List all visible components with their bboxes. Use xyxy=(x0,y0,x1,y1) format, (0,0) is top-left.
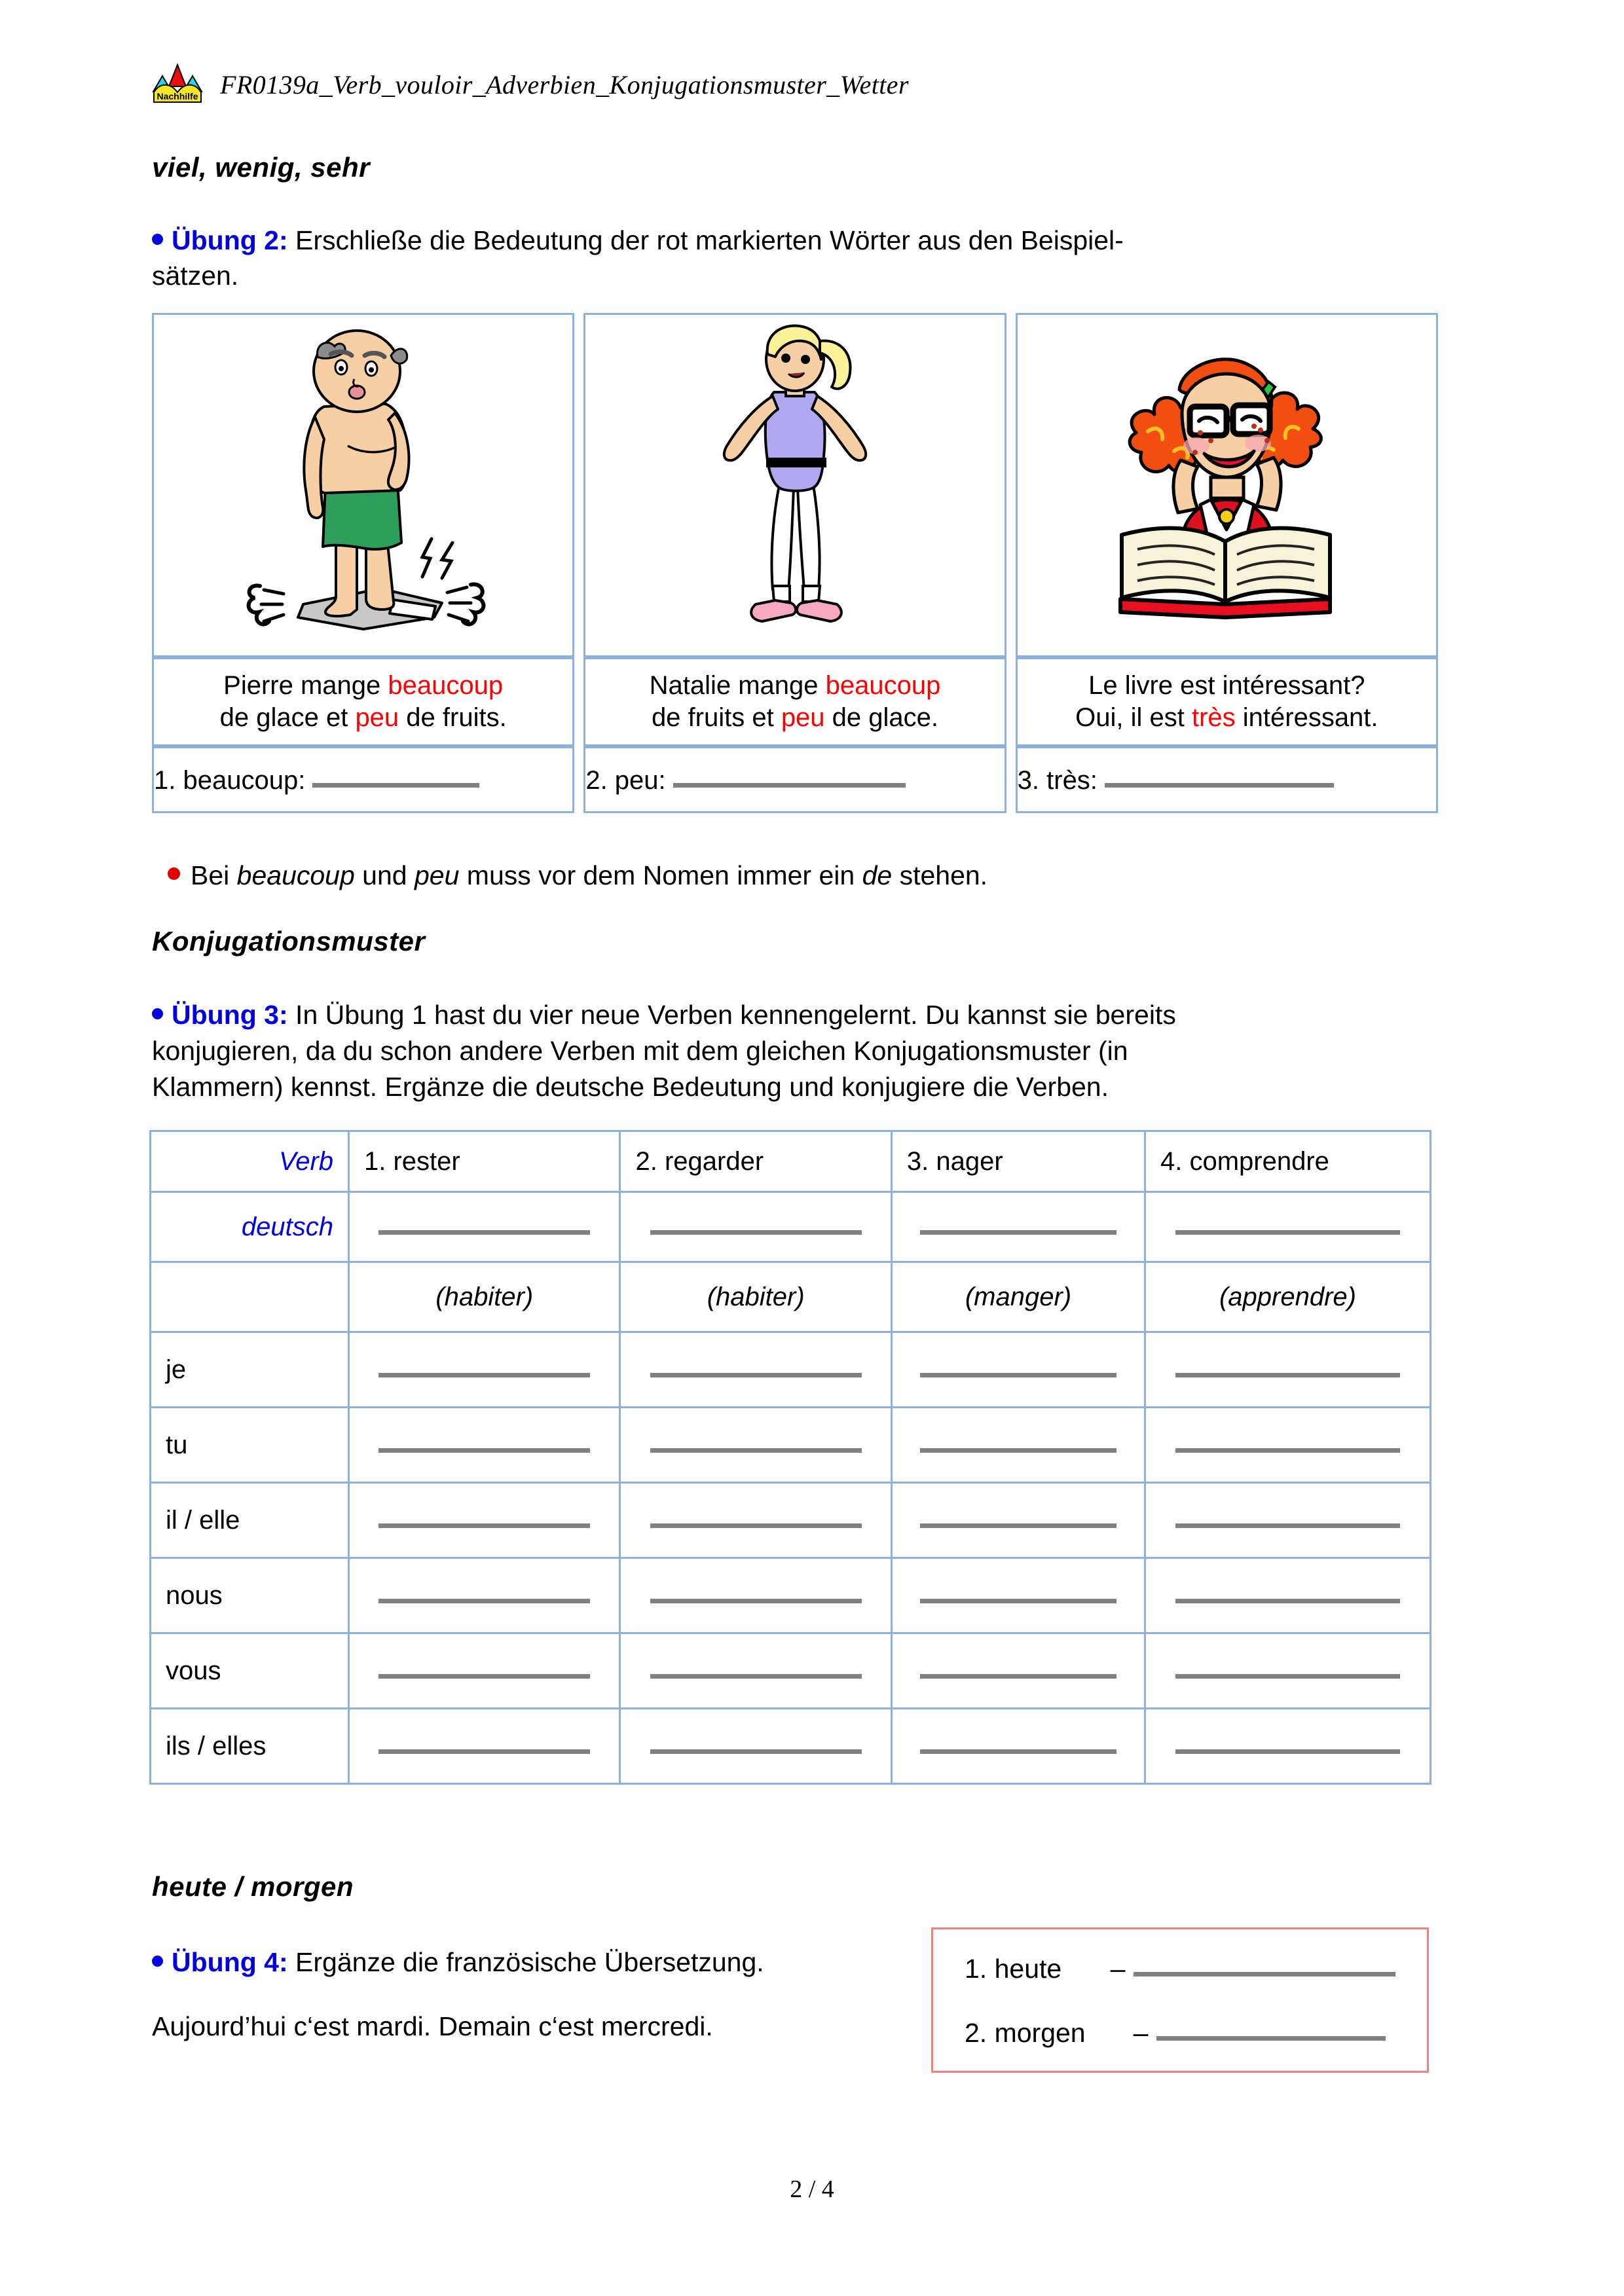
exercise-3-line2: konjugieren, da du schon andere Verben mit dem gleichen Konjugationsmuster (in xyxy=(152,1036,1128,1066)
bullet-icon xyxy=(152,1956,163,1967)
blank-line[interactable] xyxy=(378,1580,590,1603)
blank-line[interactable] xyxy=(650,1505,862,1528)
caption-1-highlight-1: beaucoup xyxy=(388,671,504,701)
exercise-2-label: Übung 2: xyxy=(172,225,288,255)
conj-blank-tu-1[interactable] xyxy=(349,1408,620,1483)
table-row xyxy=(151,1483,1431,1558)
translation-label-morgen: 2. morgen xyxy=(965,2017,1086,2048)
blank-line[interactable] xyxy=(1175,1505,1399,1528)
caption-2-line2-pre: de fruits et xyxy=(651,703,781,732)
deutsch-blank-1[interactable] xyxy=(349,1192,620,1262)
answer-cell-1[interactable] xyxy=(152,746,574,813)
translation-dash-1: – xyxy=(1110,1953,1126,1984)
conj-blank-ilelle-1[interactable] xyxy=(349,1483,620,1558)
conj-blank-tu-2[interactable] xyxy=(620,1408,891,1483)
conj-blank-je-4[interactable] xyxy=(1145,1332,1431,1408)
answer-cell-3[interactable] xyxy=(1016,746,1438,813)
girl-reading-book-illustration xyxy=(1018,321,1436,649)
conj-blank-ilelle-2[interactable] xyxy=(620,1483,891,1558)
caption-3-line2-pre: Oui, il est xyxy=(1075,703,1192,732)
pattern-1: (habiter) xyxy=(349,1262,620,1332)
note-part-1: Bei xyxy=(191,860,237,890)
exercise-3-label: Übung 3: xyxy=(172,1000,288,1030)
blank-line[interactable] xyxy=(1175,1580,1399,1603)
blank-line[interactable] xyxy=(920,1212,1116,1235)
pronoun-nous: nous xyxy=(151,1558,349,1633)
table-row-deutsch xyxy=(151,1192,1431,1262)
conj-blank-nous-3[interactable] xyxy=(891,1558,1145,1633)
blank-line[interactable] xyxy=(650,1731,862,1754)
picture-cell-3 xyxy=(1016,313,1438,657)
exercise-2-text: Erschließe die Bedeutung der rot markierten Wörter aus den Beispiel- xyxy=(295,225,1124,255)
conj-blank-nous-4[interactable] xyxy=(1145,1558,1431,1633)
pronoun-il-elle: il / elle xyxy=(151,1483,349,1558)
conj-blank-je-3[interactable] xyxy=(891,1332,1145,1408)
exercise-2-text-line2: sätzen. xyxy=(152,261,239,291)
picture-cell-1 xyxy=(152,313,574,657)
pattern-4: (apprendre) xyxy=(1145,1262,1431,1332)
blank-line[interactable] xyxy=(378,1212,590,1235)
caption-3-highlight-2: très xyxy=(1191,703,1236,732)
note-part-2: und xyxy=(354,860,415,890)
answer-cell-2[interactable] xyxy=(583,746,1006,813)
verb-header-3: 3. nager xyxy=(891,1131,1145,1192)
blank-line[interactable] xyxy=(650,1656,862,1679)
table-row-answers xyxy=(152,746,1438,813)
row-label-verb: Verb xyxy=(151,1131,349,1192)
answer-blank-1[interactable] xyxy=(312,765,479,788)
conj-blank-ilselles-4[interactable] xyxy=(1145,1709,1431,1784)
blank-line[interactable] xyxy=(1175,1355,1399,1377)
note-word-peu: peu xyxy=(414,860,460,890)
translation-answer-box xyxy=(931,1927,1429,2073)
deutsch-blank-3[interactable] xyxy=(891,1192,1145,1262)
answer-label-2: 2. peu: xyxy=(585,765,666,795)
table-row-patterns xyxy=(151,1262,1431,1332)
translation-row-2[interactable] xyxy=(965,2017,1386,2049)
man-on-scale-illustration xyxy=(154,321,572,649)
conj-blank-vous-4[interactable] xyxy=(1145,1633,1431,1709)
caption-2-line1-pre: Natalie mange xyxy=(649,671,826,701)
translation-row-1[interactable] xyxy=(965,1953,1395,1984)
answer-blank-2[interactable] xyxy=(673,765,906,788)
blank-line[interactable] xyxy=(1175,1656,1399,1679)
table-row xyxy=(151,1633,1431,1709)
caption-2-highlight-1: beaucoup xyxy=(825,671,941,701)
document-filename: FR0139a_Verb_vouloir_Adverbien_Konjugationsmuster_Wetter xyxy=(220,69,909,100)
conj-blank-ilelle-3[interactable] xyxy=(891,1483,1145,1558)
blank-line[interactable] xyxy=(920,1505,1116,1528)
caption-3-line2-post: intéressant. xyxy=(1235,703,1378,732)
blank-line[interactable] xyxy=(650,1355,862,1377)
table-row-pictures xyxy=(152,313,1438,657)
caption-cell-1 xyxy=(152,657,574,746)
conj-blank-nous-2[interactable] xyxy=(620,1558,891,1633)
translation-label-heute: 1. heute xyxy=(965,1953,1062,1984)
conj-blank-tu-4[interactable] xyxy=(1145,1408,1431,1483)
caption-1-line2-pre: de glace et xyxy=(219,703,356,732)
translation-blank-2[interactable] xyxy=(1156,2017,1386,2041)
note-word-beaucoup: beaucoup xyxy=(236,860,355,890)
pattern-2: (habiter) xyxy=(620,1262,891,1332)
caption-cell-2 xyxy=(583,657,1006,746)
exercise-3-line1: In Übung 1 hast du vier neue Verben kennengelernt. Du kannst sie bereits xyxy=(295,1000,1176,1030)
table-row xyxy=(151,1709,1431,1784)
conj-blank-ilelle-4[interactable] xyxy=(1145,1483,1431,1558)
blank-line[interactable] xyxy=(378,1731,590,1754)
exercise-4-label: Übung 4: xyxy=(172,1947,288,1977)
note-word-de: de xyxy=(862,860,893,890)
section-heading-heute-morgen: heute / morgen xyxy=(152,1871,354,1902)
examples-table xyxy=(143,313,1447,813)
grammar-note xyxy=(168,858,1445,893)
pronoun-tu: tu xyxy=(151,1408,349,1483)
page-header xyxy=(152,63,909,106)
exercise-2-instruction xyxy=(152,223,1441,258)
row-label-deutsch: deutsch xyxy=(151,1192,349,1262)
svg-text:Nachhilfe: Nachhilfe xyxy=(157,91,198,101)
exercise-3-instruction xyxy=(152,997,1434,1032)
caption-1-highlight-2: peu xyxy=(355,703,399,732)
conj-blank-tu-3[interactable] xyxy=(891,1408,1145,1483)
pattern-3: (manger) xyxy=(891,1262,1145,1332)
note-part-3: muss vor dem Nomen immer ein xyxy=(459,860,862,890)
blank-line[interactable] xyxy=(1175,1212,1399,1235)
exercise-4-text: Ergänze die französische Übersetzung. xyxy=(295,1947,764,1977)
blank-line[interactable] xyxy=(650,1430,862,1453)
blank-line[interactable] xyxy=(1175,1430,1399,1453)
blank-line[interactable] xyxy=(920,1580,1116,1603)
blank-line[interactable] xyxy=(378,1505,590,1528)
table-row xyxy=(151,1408,1431,1483)
table-row-captions xyxy=(152,657,1438,746)
caption-2-highlight-2: peu xyxy=(781,703,825,732)
bullet-icon xyxy=(168,867,180,880)
blank-line[interactable] xyxy=(920,1355,1116,1377)
translation-dash-2: – xyxy=(1133,2017,1149,2048)
blank-line[interactable] xyxy=(650,1212,862,1235)
exercise-4-example-sentence: Aujourd’hui c‘est mardi. Demain c‘est mercredi. xyxy=(152,2011,713,2041)
picture-cell-2 xyxy=(583,313,1006,657)
verb-header-1: 1. rester xyxy=(349,1131,620,1192)
caption-1-line2-post: de fruits. xyxy=(399,703,507,732)
ballerina-illustration xyxy=(585,321,1004,649)
deutsch-blank-4[interactable] xyxy=(1145,1192,1431,1262)
conj-blank-ilselles-2[interactable] xyxy=(620,1709,891,1784)
pattern-row-label-empty xyxy=(151,1262,349,1332)
blank-line[interactable] xyxy=(378,1355,590,1377)
blank-line[interactable] xyxy=(920,1430,1116,1453)
conj-blank-je-1[interactable] xyxy=(349,1332,620,1408)
exercise-4-instruction xyxy=(152,1944,957,1980)
blank-line[interactable] xyxy=(920,1656,1116,1679)
translation-blank-1[interactable] xyxy=(1134,1953,1395,1977)
table-row xyxy=(151,1558,1431,1633)
conj-blank-ilselles-3[interactable] xyxy=(891,1709,1145,1784)
caption-3-line1-pre: Le livre est intéressant? xyxy=(1088,671,1365,701)
bullet-icon xyxy=(152,1008,163,1019)
answer-blank-3[interactable] xyxy=(1105,765,1334,788)
caption-1-line1-pre: Pierre mange xyxy=(223,671,388,701)
bullet-icon xyxy=(152,234,163,245)
answer-label-3: 3. très: xyxy=(1017,765,1098,795)
blank-line[interactable] xyxy=(1175,1731,1399,1754)
answer-label-1: 1. beaucoup: xyxy=(154,765,306,795)
pronoun-vous: vous xyxy=(151,1633,349,1709)
section-heading-viel-wenig-sehr: viel, wenig, sehr xyxy=(152,152,370,183)
exercise-3-line3: Klammern) kennst. Ergänze die deutsche Bedeutung und konjugiere die Verben. xyxy=(152,1072,1109,1102)
conjugation-table xyxy=(149,1130,1431,1785)
caption-2-line2-post: de glace. xyxy=(824,703,939,732)
conj-blank-vous-3[interactable] xyxy=(891,1633,1145,1709)
table-row xyxy=(151,1332,1431,1408)
blank-line[interactable] xyxy=(378,1430,590,1453)
conj-blank-nous-1[interactable] xyxy=(349,1558,620,1633)
conj-blank-je-2[interactable] xyxy=(620,1332,891,1408)
conj-blank-vous-2[interactable] xyxy=(620,1633,891,1709)
verb-header-4: 4. comprendre xyxy=(1145,1131,1431,1192)
caption-cell-3 xyxy=(1016,657,1438,746)
table-row-verb-header xyxy=(151,1131,1431,1192)
note-part-4: stehen. xyxy=(892,860,988,890)
pronoun-ils-elles: ils / elles xyxy=(151,1709,349,1784)
blank-line[interactable] xyxy=(920,1731,1116,1754)
nachhilfe-logo-icon xyxy=(152,63,203,106)
page-number-footer: 2 / 4 xyxy=(790,2176,834,2203)
section-heading-konjugationsmuster: Konjugationsmuster xyxy=(152,926,426,957)
conj-blank-vous-1[interactable] xyxy=(349,1633,620,1709)
blank-line[interactable] xyxy=(378,1656,590,1679)
verb-header-2: 2. regarder xyxy=(620,1131,891,1192)
deutsch-blank-2[interactable] xyxy=(620,1192,891,1262)
conj-blank-ilselles-1[interactable] xyxy=(349,1709,620,1784)
pronoun-je: je xyxy=(151,1332,349,1408)
blank-line[interactable] xyxy=(650,1580,862,1603)
